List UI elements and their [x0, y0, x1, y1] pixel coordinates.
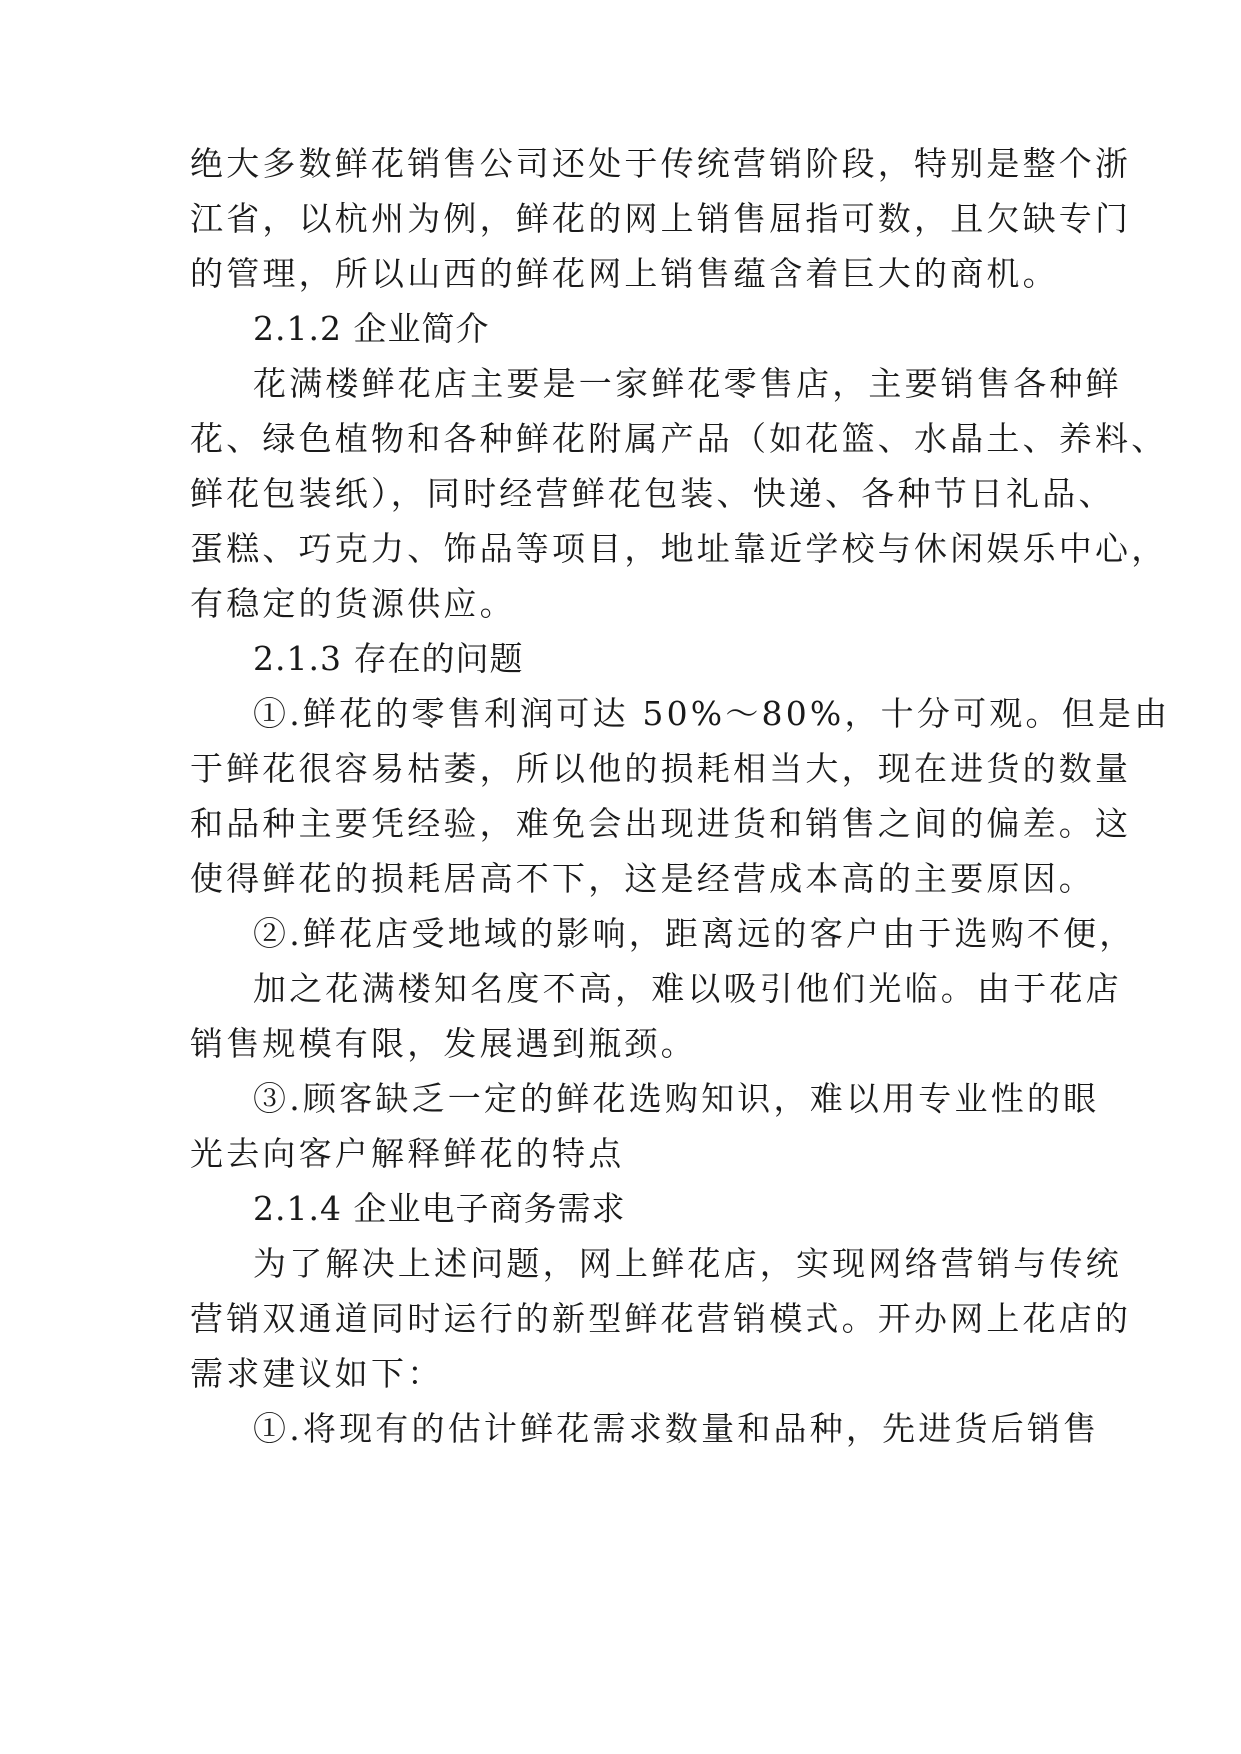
list-item-line: ②.鲜花店受地域的影响，距离远的客户由于选购不便，: [253, 914, 1136, 953]
list-item-line: ③.顾客缺乏一定的鲜花选购知识，难以用专业性的眼: [253, 1079, 1100, 1118]
paragraph-line: 为了解决上述问题，网上鲜花店，实现网络营销与传统: [253, 1244, 1122, 1283]
section-heading-2-1-3: 2.1.3 存在的问题: [253, 639, 524, 678]
paragraph-line: 江省，以杭州为例，鲜花的网上销售屈指可数，且欠缺专门: [190, 199, 1132, 238]
paragraph-line: 花满楼鲜花店主要是一家鲜花零售店，主要销售各种鲜: [253, 364, 1122, 403]
paragraph-line: 蛋糕、巧克力、饰品等项目，地址靠近学校与休闲娱乐中心，: [190, 529, 1168, 568]
paragraph-line: 绝大多数鲜花销售公司还处于传统营销阶段，特别是整个浙: [190, 144, 1132, 183]
paragraph-line: 需求建议如下：: [190, 1354, 444, 1393]
paragraph-line: 有稳定的货源供应。: [190, 584, 516, 623]
section-heading-2-1-2: 2.1.2 企业简介: [253, 309, 490, 348]
paragraph-line: 花、绿色植物和各种鲜花附属产品（如花篮、水晶土、养料、: [190, 419, 1168, 458]
paragraph-line: 营销双通道同时运行的新型鲜花营销模式。开办网上花店的: [190, 1299, 1132, 1338]
paragraph-line: 鲜花包装纸），同时经营鲜花包装、快递、各种节日礼品、: [190, 474, 1115, 513]
paragraph-line: 于鲜花很容易枯萎，所以他的损耗相当大，现在进货的数量: [190, 749, 1132, 788]
list-item-line: ①.鲜花的零售利润可达 50%～80%，十分可观。但是由: [253, 694, 1171, 733]
paragraph-line: 和品种主要凭经验，难免会出现进货和销售之间的偏差。这: [190, 804, 1132, 843]
paragraph-line: 使得鲜花的损耗居高不下，这是经营成本高的主要原因。: [190, 859, 1095, 898]
paragraph-line: 的管理，所以山西的鲜花网上销售蕴含着巨大的商机。: [190, 254, 1059, 293]
paragraph-line: 加之花满楼知名度不高，难以吸引他们光临。由于花店: [253, 969, 1122, 1008]
paragraph-line: 光去向客户解释鲜花的特点: [190, 1134, 625, 1173]
list-item-line: ①.将现有的估计鲜花需求数量和品种，先进货后销售: [253, 1409, 1100, 1448]
section-heading-2-1-4: 2.1.4 企业电子商务需求: [253, 1189, 626, 1228]
paragraph-line: 销售规模有限，发展遇到瓶颈。: [190, 1024, 697, 1063]
